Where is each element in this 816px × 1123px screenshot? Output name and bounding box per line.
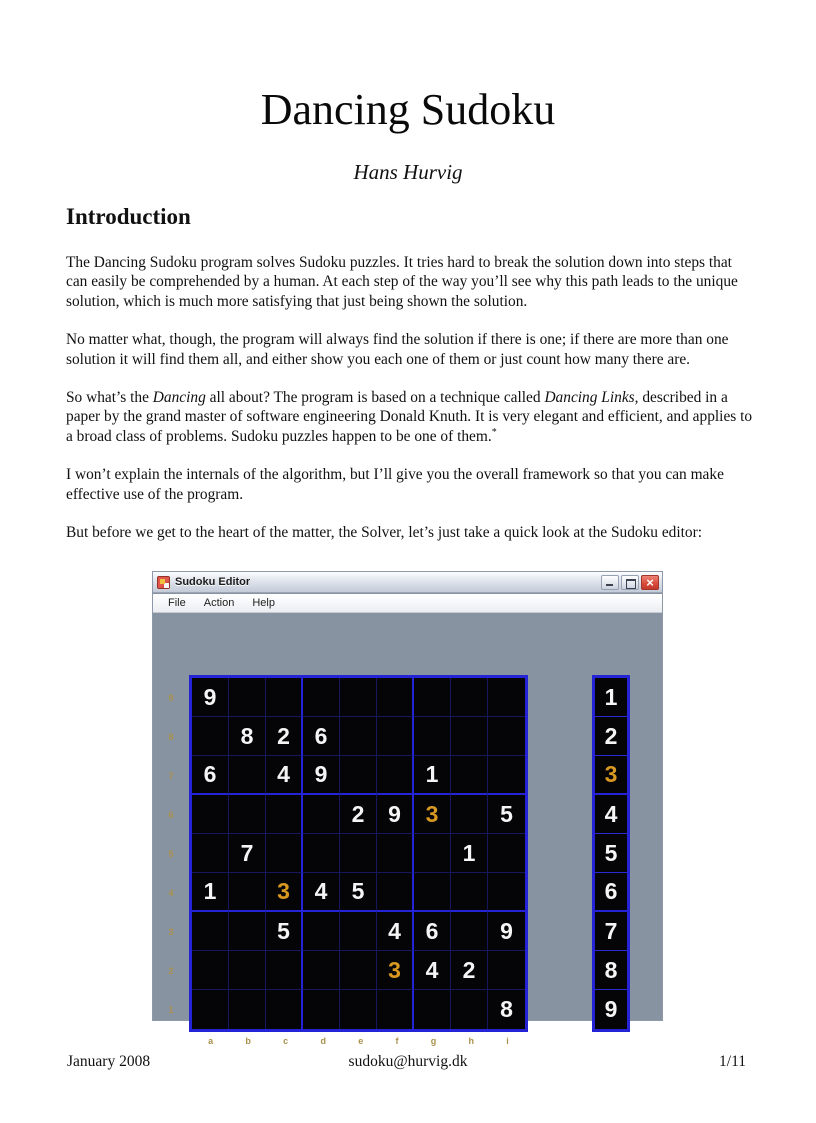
column-label-c: c (283, 1036, 289, 1046)
grid-cell-g2[interactable]: 4 (414, 951, 451, 990)
menubar (153, 594, 662, 613)
footer-email: sudoku@hurvig.dk (348, 1053, 468, 1070)
row-label-8: 8 (168, 731, 174, 742)
grid-cell-h6[interactable] (451, 795, 488, 834)
grid-cell-a1[interactable] (192, 990, 229, 1029)
grid-cell-f2[interactable]: 3 (377, 951, 414, 990)
grid-cell-b2[interactable] (229, 951, 266, 990)
grid-cell-g7[interactable]: 1 (414, 756, 451, 795)
grid-cell-e9[interactable] (340, 678, 377, 717)
grid-cell-i5[interactable] (488, 834, 525, 873)
menu-help[interactable]: Help (252, 597, 275, 609)
row-label-6: 6 (168, 809, 174, 820)
palette-digit-4[interactable]: 4 (595, 795, 627, 834)
row-label-3: 3 (168, 926, 174, 937)
column-label-e: e (358, 1036, 364, 1046)
palette-digit-6[interactable]: 6 (595, 873, 627, 912)
row-label-5: 5 (168, 848, 174, 859)
grid-cell-h3[interactable] (451, 912, 488, 951)
grid-cell-f9[interactable] (377, 678, 414, 717)
grid-cell-d2[interactable] (303, 951, 340, 990)
document-body (66, 253, 756, 561)
paragraph-3-text: So what’s the (66, 389, 153, 407)
palette-digit-1[interactable]: 1 (595, 678, 627, 717)
grid-cell-f6[interactable]: 9 (377, 795, 414, 834)
grid-cell-g8[interactable] (414, 717, 451, 756)
paragraph-3-text: all about? The program is based on a technique called (205, 389, 545, 407)
grid-cell-d9[interactable] (303, 678, 340, 717)
grid-cell-f3[interactable]: 4 (377, 912, 414, 951)
grid-cell-i4[interactable] (488, 873, 525, 912)
grid-cell-c7[interactable]: 4 (266, 756, 303, 795)
close-button[interactable] (641, 575, 659, 590)
grid-cell-i6[interactable]: 5 (488, 795, 525, 834)
palette-digit-9[interactable]: 9 (604, 996, 618, 1022)
grid-cell-c8[interactable]: 2 (266, 717, 303, 756)
grid-cell-g6[interactable]: 3 (414, 795, 451, 834)
grid-cell-i1[interactable]: 8 (500, 996, 513, 1022)
column-label-h: h (468, 1036, 475, 1046)
grid-cell-e4[interactable]: 5 (340, 873, 377, 912)
grid-cell-f5[interactable] (377, 834, 414, 873)
column-label-a: a (208, 1036, 214, 1046)
grid-cell-b1[interactable] (229, 990, 266, 1029)
grid-cell-g5[interactable] (414, 834, 451, 873)
grid-cell-c5[interactable] (266, 834, 303, 873)
grid-cell-c9[interactable] (266, 678, 303, 717)
grid-cell-e3[interactable] (340, 912, 377, 951)
grid-cell-h5[interactable]: 1 (451, 834, 488, 873)
italic-term-dancing-links: Dancing Links (544, 389, 635, 407)
column-label-f: f (395, 1036, 399, 1046)
paragraph-2: No matter what, though, the program will always find the solution if there is one; if there are more than one solution it will find them all, and either show you each one of them or just count how many there are. (66, 331, 729, 368)
palette-digit-8[interactable]: 8 (595, 951, 627, 990)
grid-cell-b6[interactable] (229, 795, 266, 834)
grid-cell-c3[interactable]: 5 (266, 912, 303, 951)
grid-cell-f7[interactable] (377, 756, 414, 795)
paragraph-5: But before we get to the heart of the matter, the Solver, let’s just take a quick look at the Sudoku editor: (66, 524, 703, 542)
row-label-9: 9 (168, 692, 174, 703)
grid-cell-b7[interactable] (229, 756, 266, 795)
grid-cell-i3[interactable]: 9 (488, 912, 525, 951)
grid-cell-a2[interactable] (192, 951, 229, 990)
row-label-4: 4 (168, 887, 174, 898)
grid-cell-d3[interactable] (303, 912, 340, 951)
column-label-g: g (430, 1036, 437, 1046)
grid-cell-a3[interactable] (192, 912, 229, 951)
grid-cell-i8[interactable] (488, 717, 525, 756)
grid-cell-a5[interactable] (192, 834, 229, 873)
digit-palette (592, 675, 630, 1032)
grid-cell-c4[interactable]: 3 (266, 873, 303, 912)
sudoku-grid (189, 675, 528, 1032)
grid-cell-e6[interactable]: 2 (340, 795, 377, 834)
grid-cell-h4[interactable] (451, 873, 488, 912)
grid-cell-h9[interactable] (451, 678, 488, 717)
menu-action[interactable]: Action (203, 597, 235, 609)
grid-cell-d1[interactable] (303, 990, 340, 1029)
grid-cell-h8[interactable] (451, 717, 488, 756)
grid-cell-b8[interactable]: 8 (229, 717, 266, 756)
column-label-i: i (506, 1036, 509, 1046)
grid-cell-i9[interactable] (488, 678, 525, 717)
minimize-button[interactable] (601, 575, 619, 590)
grid-cell-b5[interactable]: 7 (229, 834, 266, 873)
grid-cell-b3[interactable] (229, 912, 266, 951)
grid-cell-a9[interactable]: 9 (192, 678, 229, 717)
grid-cell-c2[interactable] (266, 951, 303, 990)
palette-digit-2[interactable]: 2 (595, 717, 627, 756)
titlebar[interactable] (153, 572, 662, 593)
column-label-b: b (245, 1036, 251, 1046)
menu-file[interactable]: File (168, 597, 186, 609)
editor-client-area (153, 613, 662, 1046)
grid-cell-h1[interactable] (451, 990, 488, 1029)
paragraph-4: I won’t explain the internals of the algorithm, but I’ll give you the overall framework so that you can make effective use of the program. (66, 466, 724, 503)
paragraph-3 (66, 388, 756, 446)
grid-cell-c6[interactable] (266, 795, 303, 834)
grid-cell-e2[interactable] (340, 951, 377, 990)
grid-cell-i2[interactable] (488, 951, 525, 990)
grid-cell-f4[interactable] (377, 873, 414, 912)
paragraph-1: The Dancing Sudoku program solves Sudoku puzzles. It tries hard to break the solution down into steps that can easily be comprehended by a human. At each step of the way you’ll see why this path leads to the unique solution, which is much more satisfying that just being shown the solution. (66, 254, 738, 310)
grid-cell-f8[interactable] (377, 717, 414, 756)
app-icon (157, 576, 170, 589)
grid-cell-a6[interactable] (192, 795, 229, 834)
palette-digit-3[interactable]: 3 (595, 756, 627, 795)
document-author: Hans Hurvig (353, 160, 463, 184)
grid-cell-e8[interactable] (340, 717, 377, 756)
grid-cell-d7[interactable]: 9 (303, 756, 340, 795)
grid-cell-a7[interactable]: 6 (192, 756, 229, 795)
grid-cell-g3[interactable]: 6 (414, 912, 451, 951)
grid-cell-d4[interactable]: 4 (303, 873, 340, 912)
document-title: Dancing Sudoku (260, 85, 556, 134)
row-label-7: 7 (168, 770, 174, 781)
grid-cell-e7[interactable] (340, 756, 377, 795)
grid-cell-g9[interactable] (414, 678, 451, 717)
grid-cell-i7[interactable] (488, 756, 525, 795)
footnote-marker: * (491, 426, 497, 438)
grid-cell-e5[interactable] (340, 834, 377, 873)
row-label-2: 2 (168, 965, 174, 976)
palette-digit-5[interactable]: 5 (595, 834, 627, 873)
column-labels (192, 1036, 525, 1048)
grid-cell-e1[interactable] (340, 990, 377, 1029)
grid-cell-c1[interactable] (266, 990, 303, 1029)
palette-digit-7[interactable]: 7 (595, 912, 627, 951)
grid-cell-g4[interactable] (414, 873, 451, 912)
grid-cell-g1[interactable] (414, 990, 451, 1029)
grid-cell-h2[interactable]: 2 (451, 951, 488, 990)
grid-cell-b9[interactable] (229, 678, 266, 717)
row-label-1: 1 (168, 1004, 174, 1015)
row-labels (161, 678, 181, 1029)
sudoku-editor-window (152, 571, 663, 1046)
grid-cell-f1[interactable] (377, 990, 414, 1029)
section-heading: Introduction (66, 204, 191, 229)
italic-term-dancing: Dancing (152, 389, 206, 407)
grid-cell-a8[interactable] (192, 717, 229, 756)
grid-cell-h7[interactable] (451, 756, 488, 795)
paragraph-3-text: , described in a paper by the grand master of software engineering Donald Knuth. It is very elegant and efficient, and applies to a broad class of problems. Sudoku puzzles happen to be one of them. (66, 389, 753, 445)
grid-cell-d8[interactable]: 6 (303, 717, 340, 756)
window-title: Sudoku Editor (175, 576, 251, 588)
grid-cell-b4[interactable] (229, 873, 266, 912)
column-label-d: d (320, 1036, 326, 1046)
footer-date: January 2008 (67, 1053, 151, 1070)
grid-cell-d5[interactable] (303, 834, 340, 873)
footer-page-number: 1/11 (719, 1053, 746, 1070)
grid-cell-d6[interactable] (303, 795, 340, 834)
grid-cell-a4[interactable]: 1 (192, 873, 229, 912)
maximize-button[interactable] (621, 575, 639, 590)
